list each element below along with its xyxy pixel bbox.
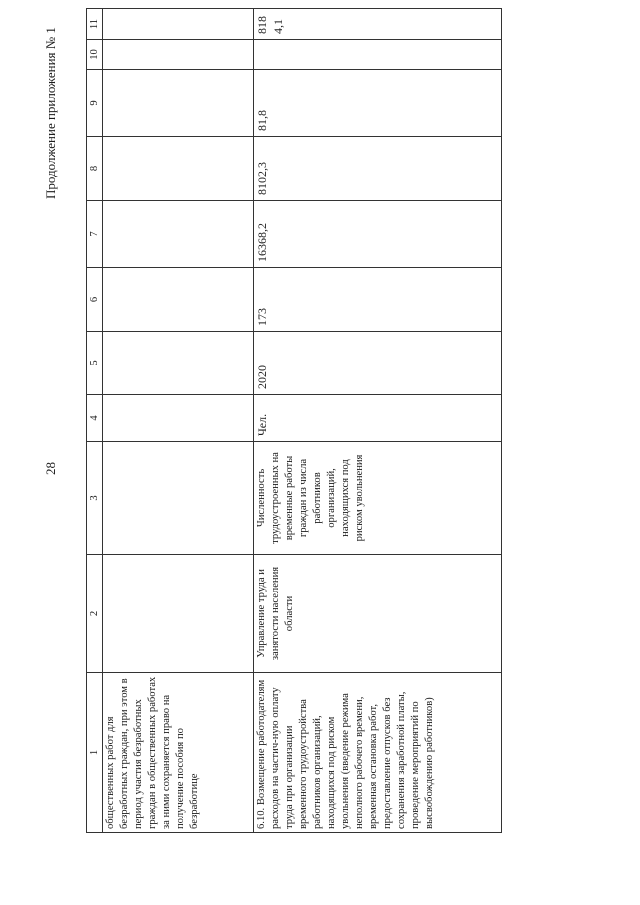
column-number: 1 <box>87 673 103 833</box>
column-number: 3 <box>87 442 103 555</box>
value-cell <box>254 40 502 70</box>
value-cell <box>103 268 254 332</box>
measure-description-cell: общественных работ для безработных граждан, при этом в период участия безработных граждан в общественных работах за ними сохраняется право на получение пособия по безработице <box>103 673 254 833</box>
value-cell: 8102,3 <box>254 137 502 201</box>
value-cell: 8184,1 <box>254 9 502 40</box>
year-cell: 2020 <box>254 332 502 395</box>
value-cell <box>103 9 254 40</box>
column-number: 11 <box>87 9 103 40</box>
unit-cell <box>103 395 254 442</box>
measures-table <box>86 8 502 833</box>
value-cell <box>103 40 254 70</box>
value-cell: 81,8 <box>254 70 502 137</box>
table-row <box>254 9 502 833</box>
unit-cell: Чел. <box>254 395 502 442</box>
column-number: 10 <box>87 40 103 70</box>
value-cell <box>103 201 254 268</box>
table-row <box>103 9 254 833</box>
column-number: 2 <box>87 555 103 673</box>
column-numbers-row <box>87 9 103 833</box>
value-cell: 16368,2 <box>254 201 502 268</box>
responsible-cell: Управление труда и занятости населения области <box>254 555 502 673</box>
measure-description-cell: 6.10. Возмещение работодателям расходов на частич-ную оплату труда при организации временного трудоустройства работников организаций, находящихся под риском увольнения (введение режима неполного рабочего времени, временная остановка работ, предоставление отпусков без сохранения заработной платы, проведение мероприятий по высвобождению работников) <box>254 673 502 833</box>
column-number: 4 <box>87 395 103 442</box>
value-cell <box>103 70 254 137</box>
column-number: 6 <box>87 268 103 332</box>
column-number: 7 <box>87 201 103 268</box>
continuation-label: Продолжение приложения № 1 <box>43 27 58 199</box>
column-number: 5 <box>87 332 103 395</box>
column-number: 9 <box>87 70 103 137</box>
indicator-cell: Численность трудоустроенных на временные работы граждан из числа работников организаций, находящихся под риском увольнения <box>254 442 502 555</box>
indicator-cell <box>103 442 254 555</box>
value-cell: 173 <box>254 268 502 332</box>
year-cell <box>103 332 254 395</box>
responsible-cell <box>103 555 254 673</box>
page-number: 28 <box>43 462 58 475</box>
column-number: 8 <box>87 137 103 201</box>
value-cell <box>103 137 254 201</box>
